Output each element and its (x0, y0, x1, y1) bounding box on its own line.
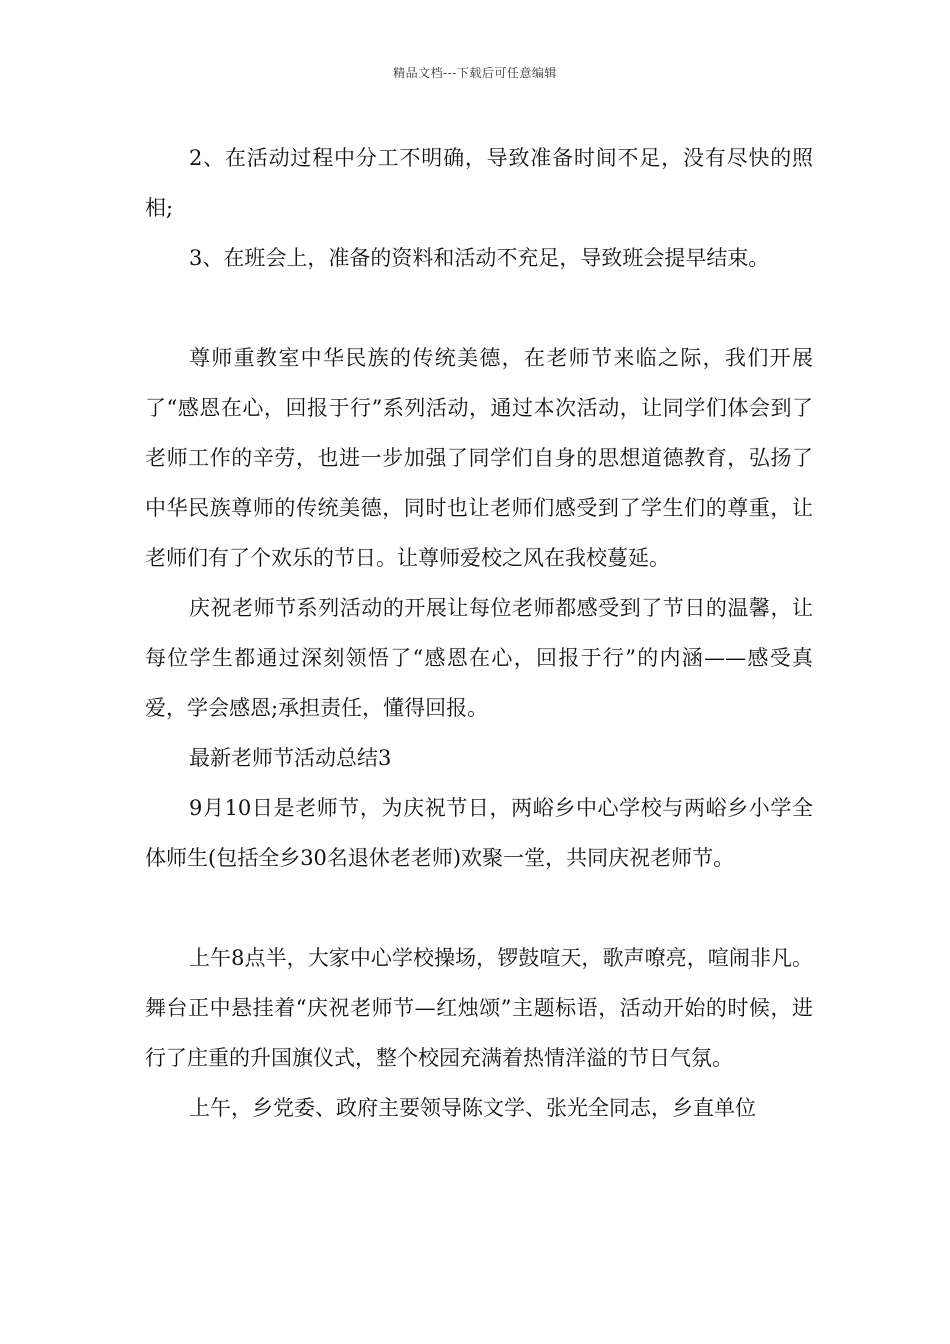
paragraph-celebration-summary: 庆祝老师节系列活动的开展让每位老师都感受到了节日的温馨，让每位学生都通过深刻领悟了“感恩在心，回报于行”的内涵——感受真爱，学会感恩;承担责任，懂得回报。 (145, 596, 813, 720)
paragraph-morning-leaders: 上午，乡党委、政府主要领导陈文学、张光全同志，乡直单位 (189, 1096, 756, 1120)
paragraph-morning-830: 上午8点半，大家中心学校操场，锣鼓喧天，歌声嘹亮，喧闹非凡。舞台正中悬挂着“庆祝老师节—红烛颂”主题标语，活动开始的时候，进行了庄重的升国旗仪式，整个校园充满着热情洋溢的节日气氛。 (145, 946, 813, 1070)
section-heading: 最新老师节活动总结3 (189, 746, 392, 770)
paragraph-item-2: 2、在活动过程中分工不明确，导致准备时间不足，没有尽快的照相; (145, 146, 813, 220)
document-body (145, 133, 813, 1133)
paragraph-item-3: 3、在班会上，准备的资料和活动不充足，导致班会提早结束。 (189, 246, 770, 270)
paragraph-gap (145, 883, 813, 933)
page-header: 精品文档---下载后可任意编辑 (393, 66, 557, 80)
paragraph-gap (145, 283, 813, 333)
paragraph-respect-teachers: 尊师重教室中华民族的传统美德，在老师节来临之际，我们开展了“感恩在心，回报于行”系列活动，通过本次活动，让同学们体会到了老师工作的辛劳，也进一步加强了同学们自身的思想道德教育，弘扬了中华民族尊师的传统美德，同时也让老师们感受到了学生们的尊重，让老师们有了个欢乐的节日。让尊师爱校之风在我校蔓延。 (145, 346, 813, 570)
paragraph-sept-10: 9月10日是老师节，为庆祝节日，两峪乡中心学校与两峪乡小学全体师生(包括全乡30名退休老老师)欢聚一堂，共同庆祝老师节。 (145, 796, 813, 870)
